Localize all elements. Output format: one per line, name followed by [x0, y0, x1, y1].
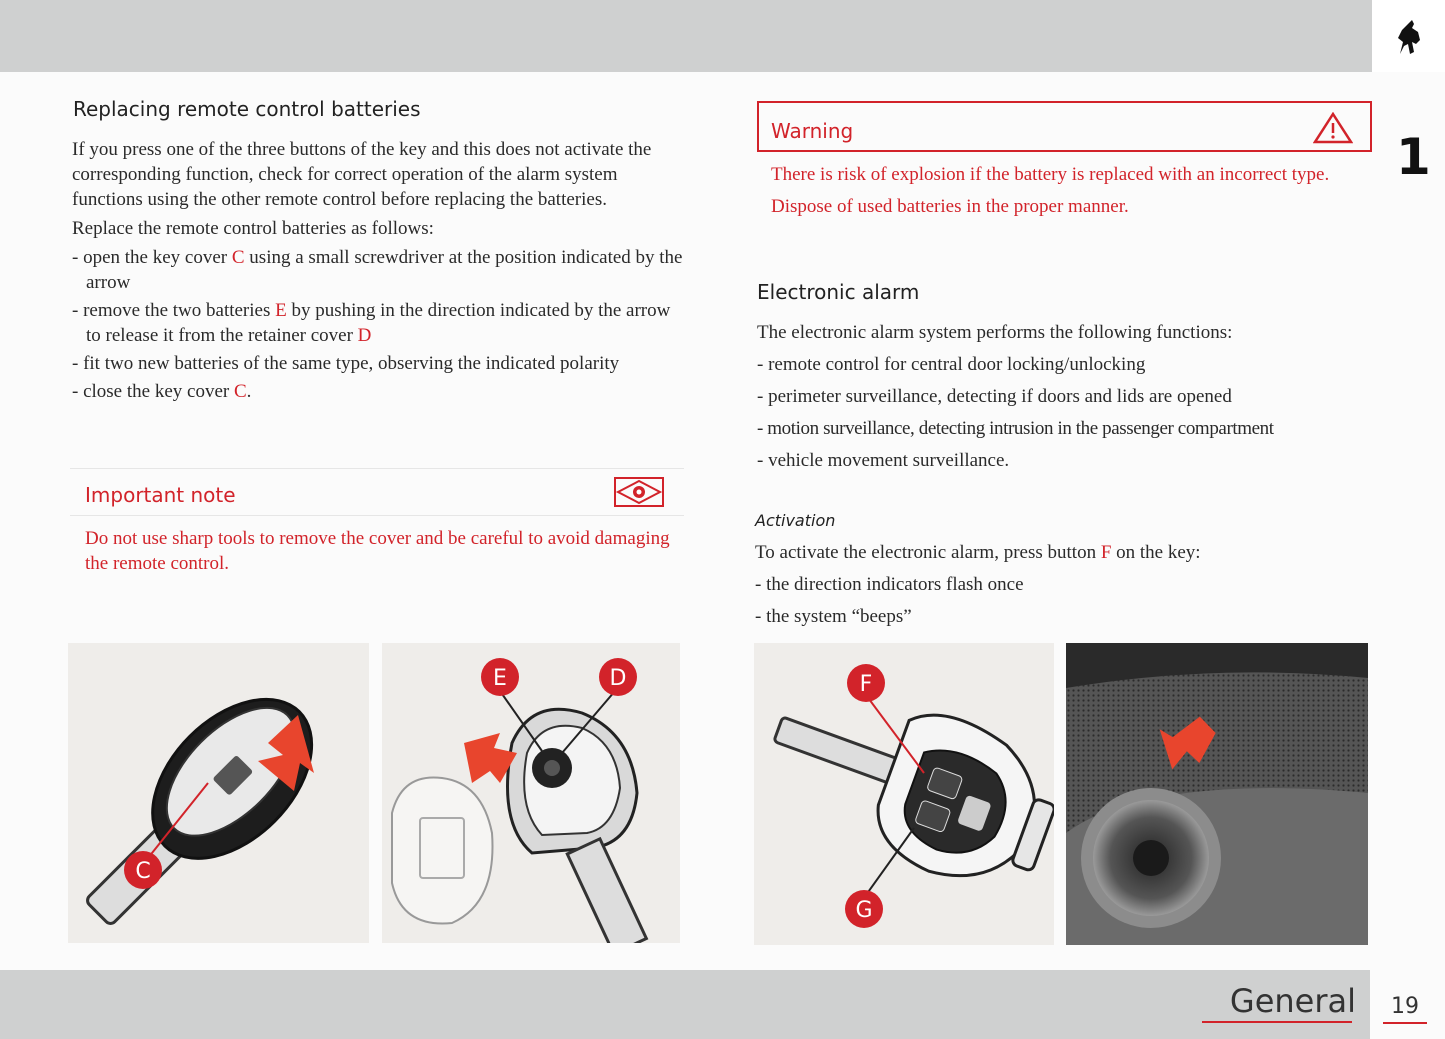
figure-battery-removal: [382, 643, 680, 943]
page-number-underline: [1383, 1022, 1427, 1024]
header-band: [0, 0, 1372, 72]
warning-line: Dispose of used batteries in the proper manner.: [771, 196, 1129, 217]
figure-dashboard-sensor: [1066, 643, 1368, 945]
activation-intro: To activate the electronic alarm, press button F on the key:: [755, 542, 1201, 563]
list-item: - remove the two batteries E by pushing in the direction indicated by the arrow to release it from the retainer cover D: [72, 300, 671, 346]
chapter-number: 1: [1396, 128, 1431, 186]
callout-f: F: [859, 672, 873, 697]
alarm-intro: The electronic alarm system performs the following functions:: [757, 322, 1233, 343]
list-item: - motion surveillance, detecting intrusion in the passenger compartment: [757, 418, 1274, 439]
footer-section-title: General: [1229, 982, 1356, 1020]
important-note-text: Do not use sharp tools to remove the cover and be careful to avoid damaging the remote control.: [85, 528, 670, 574]
section-title-alarm: Electronic alarm: [757, 280, 920, 304]
callout-g: G: [855, 898, 873, 923]
footer-title-underline: [1202, 1021, 1352, 1023]
list-item: - vehicle movement surveillance.: [757, 450, 1010, 471]
warning-line: There is risk of explosion if the battery is replaced with an incorrect type.: [771, 164, 1330, 185]
section-title-batteries: Replacing remote control batteries: [73, 97, 421, 121]
callout-c: C: [135, 859, 151, 884]
dashboard-photo: [1066, 643, 1368, 945]
activation-heading: Activation: [755, 511, 836, 530]
alarm-description: [757, 320, 1369, 480]
eye-warning-icon: [614, 477, 664, 507]
key-cover-illustration: [68, 643, 369, 943]
list-item: - fit two new batteries of the same type, observing the indicated polarity: [72, 353, 620, 374]
list-item: - perimeter surveillance, detecting if doors and lids are opened: [757, 386, 1232, 407]
callout-e: E: [493, 666, 507, 691]
list-item: - the direction indicators flash once: [755, 574, 1024, 595]
list-item: - the system “beeps”: [755, 606, 912, 627]
warning-triangle-icon: [1313, 112, 1353, 144]
key-buttons-illustration: [754, 643, 1054, 945]
battery-instructions: [72, 137, 688, 407]
important-note-title: Important note: [85, 483, 236, 507]
prancing-horse-icon: [1390, 18, 1426, 58]
warning-title: Warning: [771, 119, 854, 143]
figure-key-buttons: [754, 643, 1054, 945]
list-item: - close the key cover C.: [72, 381, 252, 402]
callout-d: D: [609, 666, 627, 691]
footer-band: [0, 970, 1370, 1039]
warning-text: [771, 162, 1361, 226]
intro-paragraph: If you press one of the three buttons of the key and this does not activate the corresponding function, check for correct operation of the alarm system functions using the other remote control before replacing the batteries.: [72, 139, 652, 210]
list-item: - open the key cover C using a small screwdriver at the position indicated by the arrow: [72, 247, 683, 293]
steps-lead: Replace the remote control batteries as follows:: [72, 218, 434, 239]
battery-removal-illustration: [382, 643, 680, 943]
list-item: - remote control for central door locking/unlocking: [757, 354, 1146, 375]
activation-description: [755, 540, 1367, 630]
page-number: 19: [1391, 994, 1419, 1019]
figure-key-cover: [68, 643, 369, 943]
